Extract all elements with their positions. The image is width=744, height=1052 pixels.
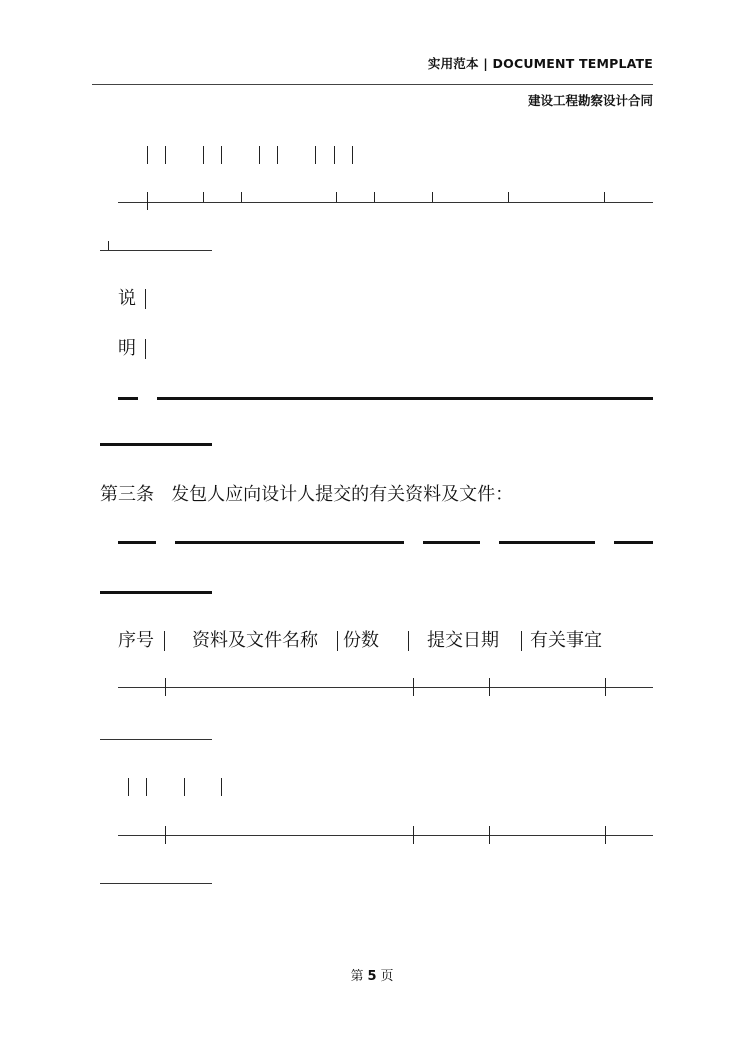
signature-rule-row-2 — [100, 443, 212, 446]
label-ming: 明 — [118, 338, 136, 359]
page-number: 5 — [367, 969, 377, 984]
col-header-name: 资料及文件名称 — [192, 630, 318, 651]
header-document-title: 建设工程勘察设计合同 — [527, 93, 653, 108]
label-shuo-bar — [145, 289, 146, 309]
label-ming-bar — [145, 339, 146, 359]
page-footer — [0, 965, 744, 984]
col-header-no: 序号 — [118, 630, 154, 651]
table-row-rule-2 — [100, 739, 212, 740]
col-header-date: 提交日期 — [427, 630, 499, 651]
col-header-copies: 份数 — [343, 630, 379, 651]
footer-suffix: 页 — [380, 969, 394, 984]
blank-rule-row-2 — [100, 591, 212, 594]
clause-3-heading: 第三条 发包人应向设计人提交的有关资料及文件： — [100, 484, 514, 505]
col-header-notes: 有关事宜 — [530, 630, 602, 651]
footer-prefix: 第 — [350, 969, 364, 984]
header-divider — [92, 84, 653, 85]
header-template-label: 实用范本 | DOCUMENT TEMPLATE — [427, 56, 653, 71]
label-shuo: 说 — [118, 288, 136, 309]
table-row-rule-4 — [100, 883, 212, 884]
